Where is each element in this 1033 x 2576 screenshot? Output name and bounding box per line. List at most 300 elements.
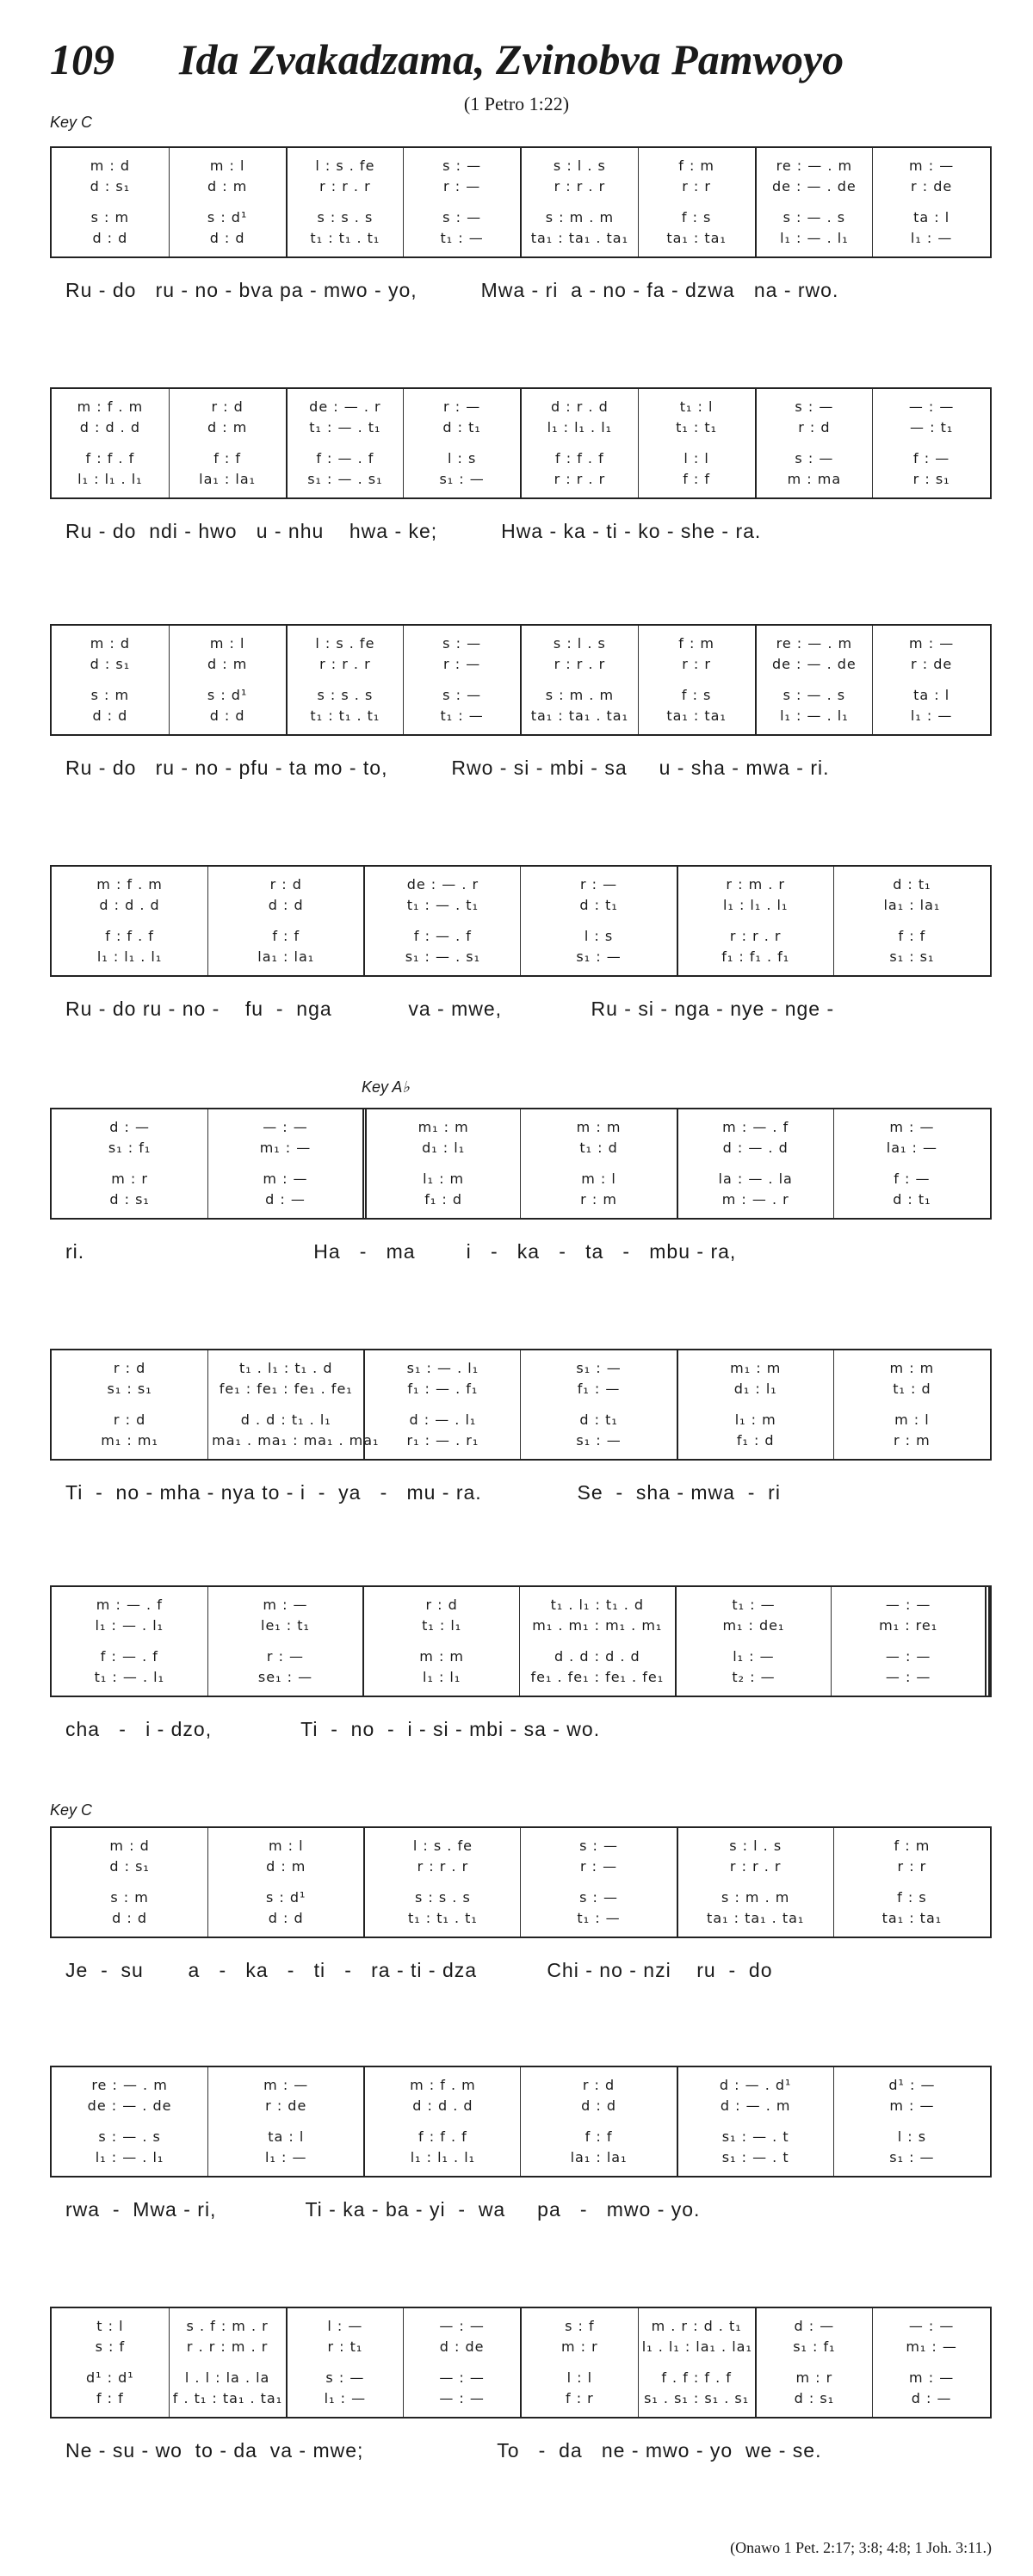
sol-fa-notes: l₁ : m xyxy=(734,1412,776,1428)
sol-fa-notes: r : r . r xyxy=(554,471,606,487)
sol-fa-notes: r : t₁ xyxy=(327,2338,363,2355)
sol-fa-notes: — : — xyxy=(908,2318,955,2334)
sol-fa-notes: la₁ : — xyxy=(886,1140,937,1156)
sol-fa-notes: d : d . d xyxy=(99,897,160,913)
sol-fa-notes: t₁ : t₁ . t₁ xyxy=(407,1910,478,1926)
sol-fa-notes: d : t₁ xyxy=(893,876,931,893)
key-label: Key C xyxy=(50,1801,93,1819)
sol-fa-notes: f₁ : d xyxy=(424,1191,463,1208)
measure xyxy=(676,1587,832,1696)
sol-fa-notes: — : t₁ xyxy=(910,419,954,436)
measure xyxy=(521,1350,677,1459)
measure xyxy=(521,2067,677,2176)
sol-fa-notes: m : l xyxy=(894,1412,930,1428)
sol-fa-notes: s : — xyxy=(442,635,482,652)
sol-fa-notes: m₁ . m₁ : m₁ . m₁ xyxy=(532,1617,663,1634)
measure xyxy=(873,148,990,256)
sol-fa-notes: r : — xyxy=(266,1648,305,1665)
sol-fa-notes: d : s₁ xyxy=(109,1858,150,1875)
measure xyxy=(364,1109,521,1218)
sol-fa-notes: m : r xyxy=(795,2369,833,2386)
sol-fa-notes: s . f : m . r xyxy=(186,2318,269,2334)
sol-fa-notes: s : — xyxy=(795,450,834,466)
measure xyxy=(521,1828,677,1937)
sol-fa-notes: t₁ : d xyxy=(893,1381,931,1397)
sol-fa-notes: le₁ : t₁ xyxy=(261,1617,310,1634)
sol-fa-notes: d : s₁ xyxy=(794,2390,835,2406)
measure xyxy=(833,1350,990,1459)
sol-fa-notes: d : r . d xyxy=(551,398,609,415)
sol-fa-notes: m : — . f xyxy=(722,1119,789,1135)
sol-fa-notes: m : — . f xyxy=(96,1597,163,1613)
sol-fa-notes: de : — . r xyxy=(309,398,381,415)
sol-fa-notes: — : — xyxy=(885,1669,931,1685)
sol-fa-notes: r : m xyxy=(580,1191,617,1208)
sol-fa-notes: d : s₁ xyxy=(109,1191,150,1208)
sol-fa-notes: f : — xyxy=(913,450,950,466)
sol-fa-notes: l : s xyxy=(897,2128,927,2145)
sol-fa-notes: s₁ : — . s₁ xyxy=(405,948,481,965)
measure xyxy=(638,389,755,497)
sol-fa-notes: s₁ : — . t xyxy=(721,2149,789,2165)
sol-fa-notes: f : m xyxy=(678,635,715,652)
sol-fa-notes: d : d . d xyxy=(79,419,141,436)
sol-fa-notes: ta : l xyxy=(913,209,950,225)
lyric-line: Ti - no - mha - nya to - i - ya - mu - ra. Se - sha - mwa - ri xyxy=(65,1481,781,1504)
measure xyxy=(287,148,404,256)
sol-fa-notes: l₁ : l₁ . l₁ xyxy=(96,948,163,965)
sol-fa-notes: t₁ : — . l₁ xyxy=(94,1669,165,1685)
sol-fa-notes: re : — . m xyxy=(91,2077,168,2093)
hymn-title: Ida Zvakadzama, Zvinobva Pamwoyo xyxy=(179,35,844,83)
sol-fa-notes: ta₁ : ta₁ . ta₁ xyxy=(530,707,629,724)
key-label: Key A♭ xyxy=(362,1078,410,1096)
sol-fa-notes: r : — xyxy=(579,1858,618,1875)
measure xyxy=(873,389,990,497)
sol-fa-notes: m : m xyxy=(419,1648,464,1665)
measure xyxy=(638,2308,755,2417)
measure xyxy=(521,626,638,734)
sol-fa-notes: m : m xyxy=(576,1119,622,1135)
scripture-reference: (1 Petro 1:22) xyxy=(463,93,570,114)
sol-fa-notes: r : d xyxy=(425,1597,458,1613)
sol-fa-notes: r : r . r xyxy=(319,656,371,672)
sol-fa-notes: l : s xyxy=(584,928,614,944)
sol-fa-notes: ta₁ : ta₁ . ta₁ xyxy=(530,230,629,246)
measure xyxy=(521,148,638,256)
measure xyxy=(363,1587,519,1696)
sol-fa-notes: r : r xyxy=(682,178,711,195)
measure xyxy=(677,1350,834,1459)
measure xyxy=(52,867,208,975)
sol-fa-notes: d : s₁ xyxy=(90,178,131,195)
sol-fa-notes: ta₁ : ta₁ xyxy=(666,230,727,246)
sol-fa-notes: r : r xyxy=(897,1858,927,1875)
sol-fa-notes: r : m . r xyxy=(726,876,785,893)
sol-fa-notes: m : — xyxy=(263,2077,309,2093)
sol-fa-notes: r : de xyxy=(911,178,953,195)
sol-fa-notes: d : — . d xyxy=(722,1140,789,1156)
measure xyxy=(677,2067,834,2176)
measure xyxy=(404,148,521,256)
sol-fa-notes: l₁ : — . l₁ xyxy=(780,707,849,724)
sol-fa-notes: d : d xyxy=(92,707,128,724)
sol-fa-notes: t₁ : t₁ . t₁ xyxy=(310,230,380,246)
sol-fa-notes: m : — xyxy=(263,1597,308,1613)
sol-fa-notes: d : t₁ xyxy=(579,1412,618,1428)
sol-fa-notes: t₁ : — xyxy=(440,707,484,724)
lyric-line: Ru - do ru - no - pfu - ta mo - to, Rwo - si - mbi - sa u - sha - mwa - ri. xyxy=(65,757,830,779)
sol-fa-notes: l : s . fe xyxy=(315,635,375,652)
staff-system-3 xyxy=(50,624,992,736)
sol-fa-notes: l₁ : m xyxy=(423,1171,465,1187)
sol-fa-notes: s : — . s xyxy=(98,2128,161,2145)
sol-fa-notes: m . r : d . t₁ xyxy=(651,2318,742,2334)
sol-fa-notes: d : m xyxy=(207,656,248,672)
hymn-number: 109 xyxy=(50,35,114,83)
lyric-line: Ru - do ru - no - fu - nga va - mwe, Ru - si - nga - nye - nge - xyxy=(65,998,835,1020)
sol-fa-notes: m : — xyxy=(263,1171,308,1187)
sol-fa-notes: la₁ : la₁ xyxy=(257,948,315,965)
sol-fa-notes: f : f xyxy=(683,471,711,487)
measure xyxy=(52,1350,208,1459)
sol-fa-notes: s : d¹ xyxy=(266,1889,306,1906)
sol-fa-notes: m₁ : m₁ xyxy=(101,1432,158,1449)
sol-fa-notes: — : — xyxy=(885,1597,931,1613)
measure xyxy=(873,2308,990,2417)
sol-fa-notes: r : r . r xyxy=(729,1858,782,1875)
sol-fa-notes: d : — xyxy=(794,2318,835,2334)
measure xyxy=(521,1109,677,1218)
sol-fa-notes: t : l xyxy=(96,2318,124,2334)
lyric-line: Ru - do ru - no - bva pa - mwo - yo, Mwa - ri a - no - fa - dzwa na - rwo. xyxy=(65,279,839,301)
sol-fa-notes: l₁ . l₁ : la₁ . la₁ xyxy=(641,2338,752,2355)
sol-fa-notes: s : m xyxy=(110,1889,149,1906)
sol-fa-notes: m : f . m xyxy=(96,876,163,893)
sol-fa-notes: l : l xyxy=(566,2369,593,2386)
sol-fa-notes: l₁ : l₁ . l₁ xyxy=(410,2149,476,2165)
sol-fa-notes: f : s xyxy=(897,1889,927,1906)
measure xyxy=(364,867,521,975)
sol-fa-notes: s : — xyxy=(325,2369,365,2386)
measure xyxy=(364,1828,521,1937)
sol-fa-notes: l₁ : — . l₁ xyxy=(95,2149,164,2165)
measure xyxy=(169,389,286,497)
sol-fa-notes: s₁ . s₁ : s₁ . s₁ xyxy=(644,2390,750,2406)
sol-fa-notes: d₁ : l₁ xyxy=(422,1140,466,1156)
sol-fa-notes: s : m xyxy=(90,209,130,225)
sol-fa-notes: — : — xyxy=(263,1119,308,1135)
sol-fa-notes: s : — xyxy=(579,1889,618,1906)
sol-fa-notes: t₁ : t₁ . t₁ xyxy=(310,707,380,724)
measure xyxy=(404,2308,521,2417)
sol-fa-notes: r : r . r xyxy=(554,178,606,195)
sol-fa-notes: s₁ : s₁ xyxy=(107,1381,152,1397)
measure xyxy=(756,389,873,497)
sol-fa-notes: d : d xyxy=(268,1910,304,1926)
sol-fa-notes: f : — . f xyxy=(413,928,472,944)
sol-fa-notes: ma₁ . ma₁ : ma₁ . ma₁ xyxy=(212,1432,380,1449)
measure xyxy=(287,626,404,734)
measure xyxy=(169,148,286,256)
sol-fa-notes: m : l xyxy=(268,1838,304,1854)
sol-fa-notes: t₂ : — xyxy=(732,1669,776,1685)
sol-fa-notes: l₁ : — xyxy=(910,230,953,246)
sol-fa-notes: r : s₁ xyxy=(912,471,950,487)
lyric-line: Ru - do ndi - hwo u - nhu hwa - ke; Hwa - ka - ti - ko - she - ra. xyxy=(65,520,762,542)
sol-fa-notes: r : d xyxy=(113,1412,146,1428)
sol-fa-notes: t₁ . l₁ : t₁ . d xyxy=(239,1360,333,1376)
sol-fa-notes: s : f xyxy=(565,2318,595,2334)
sol-fa-notes: s₁ : — xyxy=(576,1432,622,1449)
sol-fa-notes: f : m xyxy=(894,1838,931,1854)
measure xyxy=(169,626,286,734)
sol-fa-notes: t₁ : l xyxy=(679,398,714,415)
sol-fa-notes: f . t₁ : ta₁ . ta₁ xyxy=(172,2390,283,2406)
sol-fa-notes: l₁ : l₁ . l₁ xyxy=(723,897,789,913)
sol-fa-notes: r : r . r xyxy=(554,656,606,672)
sol-fa-notes: l₁ : — xyxy=(324,2390,367,2406)
sol-fa-notes: m : — xyxy=(909,2369,955,2386)
staff-system-5 xyxy=(50,1108,992,1220)
sol-fa-notes: re : — . m xyxy=(776,635,853,652)
sol-fa-notes: s : — xyxy=(442,209,482,225)
sol-fa-notes: r : d xyxy=(582,2077,615,2093)
sol-fa-notes: d : d xyxy=(92,230,128,246)
sol-fa-notes: m₁ : de₁ xyxy=(722,1617,785,1634)
sol-fa-notes: d : m xyxy=(266,1858,306,1875)
sol-fa-notes: r₁ : — . r₁ xyxy=(406,1432,479,1449)
sol-fa-notes: f : s xyxy=(681,209,712,225)
sol-fa-notes: f₁ : — xyxy=(577,1381,621,1397)
sol-fa-notes: t₁ : t₁ xyxy=(676,419,718,436)
measure xyxy=(208,2067,365,2176)
sol-fa-notes: d : d xyxy=(581,2097,616,2114)
sol-fa-notes: f : f xyxy=(898,928,926,944)
sol-fa-notes: s : d¹ xyxy=(207,687,248,703)
staff-system-7 xyxy=(50,1585,992,1697)
measure xyxy=(52,148,169,256)
sol-fa-notes: — : — xyxy=(439,2369,485,2386)
sol-fa-notes: m₁ : m xyxy=(730,1360,782,1376)
sol-fa-notes: fe₁ : fe₁ : fe₁ . fe₁ xyxy=(219,1381,353,1397)
sol-fa-notes: r : d xyxy=(211,398,244,415)
sol-fa-notes: l : s . fe xyxy=(315,158,375,174)
sol-fa-notes: fe₁ . fe₁ : fe₁ . fe₁ xyxy=(530,1669,665,1685)
sol-fa-notes: d : d xyxy=(209,230,245,246)
staff-system-6 xyxy=(50,1349,992,1461)
sol-fa-notes: ta₁ : ta₁ . ta₁ xyxy=(707,1910,805,1926)
sol-fa-notes: f : r xyxy=(565,2390,594,2406)
sol-fa-notes: la₁ : la₁ xyxy=(883,897,941,913)
sol-fa-notes: m : f . m xyxy=(77,398,144,415)
measure xyxy=(873,626,990,734)
sol-fa-notes: t₁ : — . t₁ xyxy=(309,419,381,436)
sol-fa-notes: s₁ : — xyxy=(889,2149,935,2165)
measure xyxy=(521,867,677,975)
sol-fa-notes: d : d xyxy=(268,897,304,913)
sol-fa-notes: de : — . de xyxy=(771,178,857,195)
measure xyxy=(208,867,365,975)
sol-fa-notes: l : s xyxy=(447,450,477,466)
sol-fa-notes: l : — xyxy=(327,2318,363,2334)
measure xyxy=(638,626,755,734)
measure xyxy=(364,1350,521,1459)
sol-fa-notes: f : f xyxy=(272,928,300,944)
sol-fa-notes: f : m xyxy=(678,158,715,174)
sol-fa-notes: f : — . f xyxy=(316,450,374,466)
sol-fa-notes: f : f . f xyxy=(105,928,154,944)
measure xyxy=(677,1828,834,1937)
measure xyxy=(52,1828,208,1937)
measure xyxy=(404,626,521,734)
sol-fa-notes: l₁ : — xyxy=(733,1648,775,1665)
sol-fa-notes: d : — . m xyxy=(720,2097,791,2114)
measure xyxy=(364,2067,521,2176)
sol-fa-notes: la₁ : la₁ xyxy=(570,2149,628,2165)
sol-fa-notes: m : r xyxy=(111,1171,148,1187)
sol-fa-notes: m : l xyxy=(209,635,245,652)
sol-fa-notes: d : s₁ xyxy=(90,656,131,672)
sol-fa-notes: d : m xyxy=(207,178,248,195)
sol-fa-notes: s : l . s xyxy=(729,1838,782,1854)
sol-fa-notes: m : f . m xyxy=(410,2077,476,2093)
sol-fa-notes: f : — . f xyxy=(100,1648,158,1665)
sol-fa-notes: de : — . de xyxy=(87,2097,172,2114)
sol-fa-notes: r : m xyxy=(894,1432,931,1449)
sol-fa-notes: d : — xyxy=(265,1191,306,1208)
sol-fa-notes: f : f xyxy=(213,450,242,466)
sol-fa-notes: s : — . s xyxy=(782,209,846,225)
measure xyxy=(756,148,873,256)
sol-fa-notes: d : t₁ xyxy=(893,1191,931,1208)
sol-fa-notes: m : ma xyxy=(787,471,842,487)
sol-fa-notes: la₁ : la₁ xyxy=(199,471,257,487)
sol-fa-notes: m₁ : re₁ xyxy=(879,1617,938,1634)
sol-fa-notes: m₁ : — xyxy=(259,1140,312,1156)
measure xyxy=(169,2308,286,2417)
sol-fa-notes: f : f . f xyxy=(418,2128,467,2145)
measure xyxy=(52,389,169,497)
measure xyxy=(677,867,834,975)
sol-fa-notes: — : — xyxy=(908,398,955,415)
sol-fa-notes: ta₁ : ta₁ xyxy=(881,1910,943,1926)
sol-fa-notes: t₁ : — . t₁ xyxy=(406,897,479,913)
sol-fa-notes: r : d xyxy=(798,419,831,436)
measure xyxy=(519,1587,675,1696)
sol-fa-notes: m : — xyxy=(889,2097,935,2114)
sol-fa-notes: m : — xyxy=(909,158,955,174)
sol-fa-notes: r : r xyxy=(682,656,711,672)
sol-fa-notes: s : l . s xyxy=(553,158,606,174)
sol-fa-notes: s₁ : — . t xyxy=(721,2128,789,2145)
sol-fa-notes: d : — . d¹ xyxy=(719,2077,792,2093)
staff-system-8 xyxy=(50,1826,992,1938)
sol-fa-notes: d : d xyxy=(112,1910,148,1926)
measure xyxy=(404,389,521,497)
key-label: Key C xyxy=(50,114,93,131)
sol-fa-notes: l₁ : l₁ . l₁ xyxy=(77,471,143,487)
sol-fa-notes: s₁ : — xyxy=(439,471,485,487)
sol-fa-notes: t₁ : — xyxy=(440,230,484,246)
sol-fa-notes: l : l xyxy=(684,450,709,466)
sol-fa-notes: s₁ : — xyxy=(576,1360,622,1376)
staff-system-9 xyxy=(50,2066,992,2178)
sol-fa-notes: l . l : la . la xyxy=(184,2369,270,2386)
sol-fa-notes: f : s xyxy=(681,687,712,703)
sol-fa-notes: la : — . la xyxy=(718,1171,793,1187)
sol-fa-notes: m : — xyxy=(909,635,955,652)
sol-fa-notes: s : — xyxy=(795,398,834,415)
sol-fa-notes: s : s . s xyxy=(317,209,374,225)
sol-fa-notes: s : m . m xyxy=(721,1889,790,1906)
sol-fa-notes: s : — xyxy=(579,1838,618,1854)
sol-fa-notes: s₁ : — . s₁ xyxy=(307,471,383,487)
measure xyxy=(287,2308,404,2417)
sol-fa-notes: ta : l xyxy=(268,2128,305,2145)
sol-fa-notes: r : r . r xyxy=(417,1858,469,1875)
sol-fa-notes: d : t₁ xyxy=(442,419,481,436)
sol-fa-notes: r : d xyxy=(113,1360,146,1376)
sol-fa-notes: l : s . fe xyxy=(412,1838,473,1854)
measure xyxy=(287,389,404,497)
sol-fa-notes: t₁ . l₁ : t₁ . d xyxy=(550,1597,645,1613)
sol-fa-notes: f : f . f xyxy=(85,450,135,466)
sol-fa-notes: s₁ : — xyxy=(576,948,622,965)
sol-fa-notes: f : — xyxy=(894,1171,931,1187)
lyric-line: ri. Ha - ma i - ka - ta - mbu - ra, xyxy=(65,1240,737,1263)
sol-fa-notes: m : l xyxy=(581,1171,616,1187)
sol-fa-notes: se₁ : — xyxy=(257,1669,313,1685)
sol-fa-notes: r : r . r xyxy=(319,178,371,195)
sol-fa-notes: l₁ : — . l₁ xyxy=(95,1617,164,1634)
sol-fa-notes: s₁ : f₁ xyxy=(108,1140,152,1156)
sol-fa-notes: f : f xyxy=(96,2390,124,2406)
sol-fa-notes: d : — . l₁ xyxy=(409,1412,477,1428)
sol-fa-notes: s : f xyxy=(95,2338,126,2355)
measure xyxy=(208,1350,380,1459)
sol-fa-notes: f₁ : — . f₁ xyxy=(407,1381,479,1397)
sol-fa-notes: f₁ : d xyxy=(736,1432,775,1449)
sol-fa-notes: m : — . r xyxy=(721,1191,789,1208)
sol-fa-notes: m₁ : m xyxy=(418,1119,469,1135)
sol-fa-notes: m : r xyxy=(561,2338,598,2355)
sol-fa-notes: l₁ : — . l₁ xyxy=(780,230,849,246)
sol-fa-notes: r : — xyxy=(579,876,618,893)
sol-fa-notes: r : de xyxy=(265,2097,307,2114)
sol-fa-notes: s : s . s xyxy=(317,687,374,703)
sol-fa-notes: f : f xyxy=(585,2128,613,2145)
measure xyxy=(833,2067,990,2176)
sol-fa-notes: d₁ : l₁ xyxy=(733,1381,777,1397)
sol-fa-notes: — : — xyxy=(439,2390,485,2406)
sol-fa-notes: m : — xyxy=(889,1119,935,1135)
measure xyxy=(52,2308,169,2417)
sol-fa-notes: f : f . f xyxy=(555,450,604,466)
measure xyxy=(832,1587,987,1696)
lyric-line: cha - i - dzo, Ti - no - i - si - mbi - sa - wo. xyxy=(65,1718,601,1740)
lyric-line: rwa - Mwa - ri, Ti - ka - ba - yi - wa pa - mwo - yo. xyxy=(65,2198,701,2221)
measure xyxy=(52,1587,207,1696)
sol-fa-notes: s : m . m xyxy=(545,687,615,703)
lyric-line: Je - su a - ka - ti - ra - ti - dza Chi - no - nzi ru - do xyxy=(65,1959,773,1981)
sol-fa-notes: f₁ : f₁ . f₁ xyxy=(721,948,790,965)
sol-fa-notes: t₁ : — xyxy=(577,1910,621,1926)
sol-fa-notes: f . f : f . f xyxy=(661,2369,732,2386)
measure xyxy=(521,2308,638,2417)
sol-fa-notes: d¹ : d¹ xyxy=(86,2369,134,2386)
sol-fa-notes: s : m xyxy=(90,687,130,703)
